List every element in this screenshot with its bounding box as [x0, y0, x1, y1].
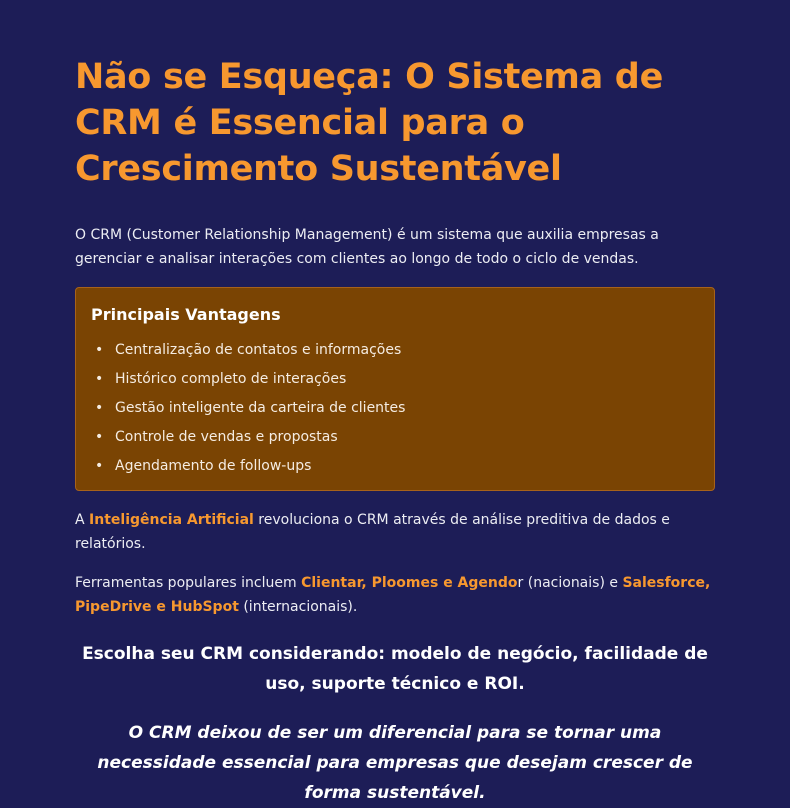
list-item-text: Agendamento de follow-ups [115, 458, 312, 474]
advantages-title: Principais Vantagens [91, 305, 281, 324]
bullet-icon: • [95, 458, 104, 474]
list-item [91, 394, 699, 423]
national-label: (nacionais) e [523, 575, 623, 591]
list-item [91, 336, 699, 365]
list-item [91, 423, 699, 452]
international-tools-highlight: Salesforce, PipeDrive e HubSpot [75, 575, 711, 615]
advantages-box [75, 287, 715, 491]
ai-highlight: Inteligência Artificial [89, 512, 254, 528]
national-tools-tail: r [517, 575, 524, 591]
list-item [91, 452, 699, 481]
bullet-icon: • [95, 342, 104, 358]
list-item-text: Histórico completo de interações [115, 371, 347, 387]
bullet-icon: • [95, 371, 104, 387]
advantages-list [91, 336, 699, 481]
national-tools-highlight: Clientar, Ploomes e Agendo [301, 575, 518, 591]
page-title: Não se Esqueça: O Sistema de CRM é Essencial para o Crescimento Sustentável [75, 57, 664, 189]
choose-crm-text: Escolha seu CRM considerando: modelo de negócio, facilidade de uso, suporte técnico e ROI. [82, 644, 708, 694]
tools-paragraph [75, 571, 715, 619]
bullet-icon: • [95, 400, 104, 416]
tools-prefix: Ferramentas populares incluem [75, 575, 302, 591]
list-item [91, 365, 699, 394]
ai-paragraph [75, 508, 715, 556]
ai-suffix: revoluciona o CRM através de análise preditiva de dados e relatórios. [75, 512, 670, 552]
list-item-text: Centralização de contatos e informações [115, 342, 402, 358]
ai-prefix: A [75, 512, 90, 528]
intro-paragraph: O CRM (Customer Relationship Management) é um sistema que auxilia empresas a gerenciar e analisar interações com clientes ao longo de todo o ciclo de vendas. [75, 227, 659, 267]
international-label: (internacionais). [238, 599, 358, 615]
bullet-icon: • [95, 429, 104, 445]
list-item-text: Controle de vendas e propostas [115, 429, 338, 445]
closing-quote: O CRM deixou de ser um diferencial para se tornar uma necessidade essencial para empresas que desejam crescer de forma sustentável. [97, 723, 693, 803]
list-item-text: Gestão inteligente da carteira de clientes [115, 400, 406, 416]
